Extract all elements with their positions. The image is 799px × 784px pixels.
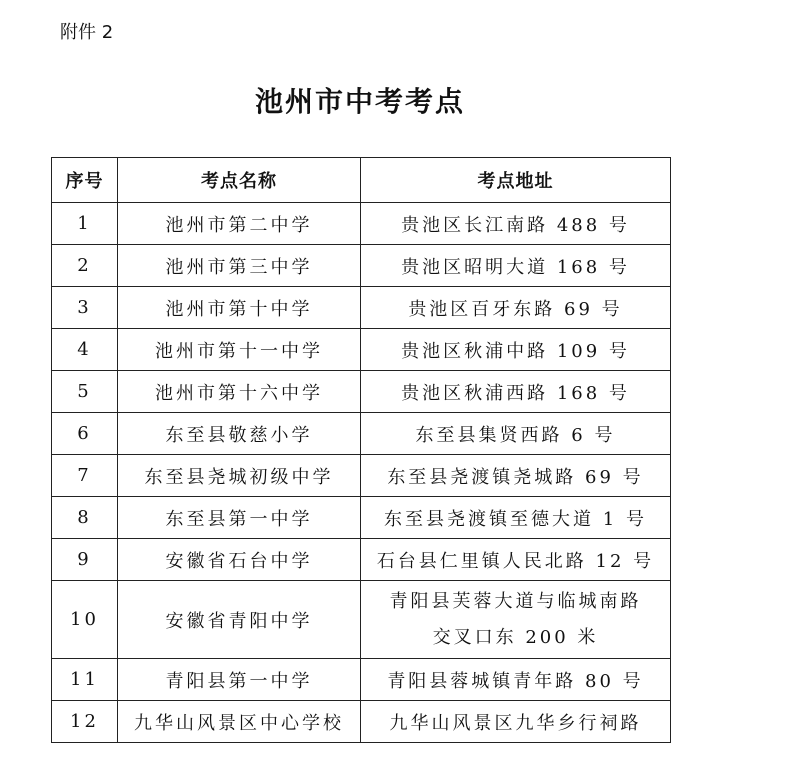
site-address: 东至县尧渡镇尧城路 69 号 [361,455,671,497]
table-row [52,659,671,701]
site-name: 安徽省青阳中学 [118,581,361,659]
table-row [52,287,671,329]
site-name: 池州市第十一中学 [118,329,361,371]
site-name: 青阳县第一中学 [118,659,361,701]
table-row [52,413,671,455]
row-number: 2 [52,245,118,287]
row-number: 6 [52,413,118,455]
table-header-row [52,158,671,203]
table-row [52,455,671,497]
header-site-name: 考点名称 [118,158,361,203]
header-number: 序号 [52,158,118,203]
site-address: 贵池区长江南路 488 号 [361,203,671,245]
table-row [52,539,671,581]
table-row [52,701,671,743]
row-number: 9 [52,539,118,581]
table-row [52,245,671,287]
site-address-line1: 青阳县芙蓉大道与临城南路 [389,590,642,612]
row-number: 4 [52,329,118,371]
header-site-address: 考点地址 [361,158,671,203]
site-address-line2: 交叉口东 200 米 [432,626,599,648]
site-address: 贵池区秋浦中路 109 号 [361,329,671,371]
exam-sites-table [51,157,671,743]
site-address: 东至县尧渡镇至德大道 1 号 [361,497,671,539]
site-name: 池州市第三中学 [118,245,361,287]
site-name: 东至县第一中学 [118,497,361,539]
attachment-label: 附件 2 [60,22,114,43]
row-number: 5 [52,371,118,413]
site-address: 贵池区昭明大道 168 号 [361,245,671,287]
row-number: 3 [52,287,118,329]
site-name: 池州市第十中学 [118,287,361,329]
site-name: 池州市第二中学 [118,203,361,245]
row-number: 11 [52,659,118,701]
table-row [52,371,671,413]
page-title: 池州市中考考点 [254,85,465,118]
site-name: 东至县敬慈小学 [118,413,361,455]
site-address: 石台县仁里镇人民北路 12 号 [361,539,671,581]
row-number: 10 [52,581,118,659]
site-address [361,581,671,659]
row-number: 7 [52,455,118,497]
site-name: 东至县尧城初级中学 [118,455,361,497]
site-address: 东至县集贤西路 6 号 [361,413,671,455]
site-address: 青阳县蓉城镇青年路 80 号 [361,659,671,701]
row-number: 12 [52,701,118,743]
site-address: 贵池区百牙东路 69 号 [361,287,671,329]
table-row [52,329,671,371]
table-row [52,203,671,245]
site-address: 九华山风景区九华乡行祠路 [361,701,671,743]
site-name: 池州市第十六中学 [118,371,361,413]
table-row [52,581,671,659]
site-name: 九华山风景区中心学校 [118,701,361,743]
row-number: 1 [52,203,118,245]
table-row [52,497,671,539]
row-number: 8 [52,497,118,539]
site-name: 安徽省石台中学 [118,539,361,581]
site-address: 贵池区秋浦西路 168 号 [361,371,671,413]
